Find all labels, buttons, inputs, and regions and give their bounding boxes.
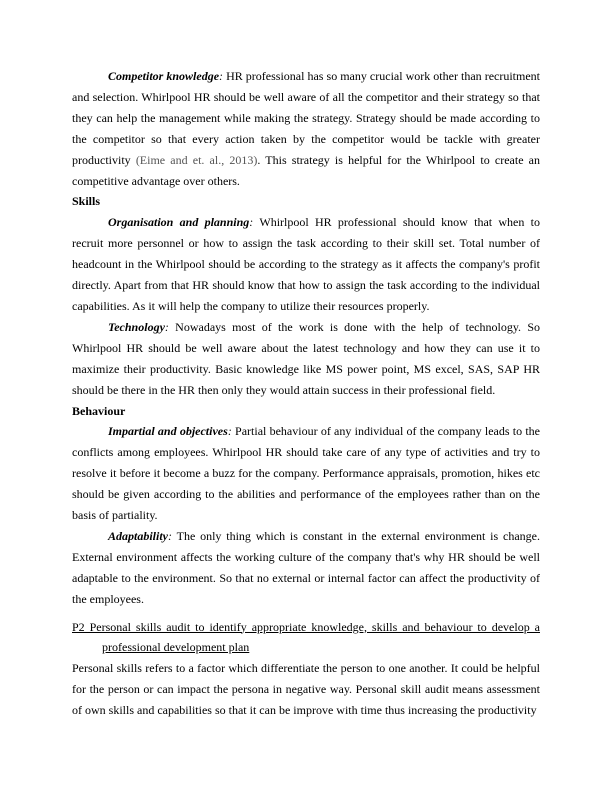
adaptability-paragraph	[72, 526, 540, 610]
behaviour-heading: Behaviour	[72, 403, 126, 418]
competitor-knowledge-paragraph	[72, 66, 540, 191]
technology-paragraph	[72, 317, 540, 401]
paragraph-text: Nowadays most of the work is done with the help of technology. So Whirlpool HR should be well aware about the latest technology and how they can use it to maximize their productivity. Basic knowledge like MS power point, MS excel, SAS, SAP HR should be there in the HR then only they would attain success in their professional field.	[72, 319, 540, 397]
document-page	[72, 66, 540, 721]
term-colon: :	[227, 424, 232, 439]
paragraph-text: Whirlpool HR professional should know that when to recruit more personnel or how to assign the task according to their skill set. Total number of headcount in the Whirlpool should be according to the strategy as it affects the company's profit directly. Apart from that HR should know that how to assign the task according to the individual capabilities. As it will help the company to utilize their resources properly.	[72, 215, 541, 313]
paragraph-text: HR professional has so many crucial work other than recruitment and selection. Whirlpool HR should be well aware of all the competitor and their strategy so that they can help the management while making the strategy. Strategy should be made according to the competitor so that every action taken by the competitor would be tackle with greater productivity	[72, 69, 541, 167]
technology-term: Technology	[108, 319, 165, 334]
competitor-knowledge-term: Competitor knowledge	[108, 69, 220, 83]
term-colon: :	[249, 215, 254, 230]
organisation-planning-paragraph	[72, 212, 540, 317]
term-colon: :	[164, 319, 169, 334]
term-colon: :	[168, 528, 172, 543]
citation: (Eime and et. al., 2013)	[135, 152, 258, 167]
skills-heading: Skills	[72, 194, 101, 209]
term-colon: :	[219, 69, 224, 83]
paragraph-text: . This strategy is helpful for the Whirlpool to create an competitive advantage over others.	[72, 152, 540, 188]
impartial-objectives-paragraph	[72, 421, 540, 526]
p2-section-heading: P2 Personal skills audit to identify appropriate knowledge, skills and behaviour to develop a professional development plan	[72, 619, 540, 655]
impartial-objectives-term: Impartial and objectives	[108, 424, 228, 439]
paragraph-text: Partial behaviour of any individual of the company leads to the conflicts among employees. Whirlpool HR should take care of any type of activities and try to resolve it before it become a buzz for the company. Performance appraisals, promotion, hikes etc should be given according to the abilities and performance of the employees rather than on the basis of partiality.	[72, 424, 541, 523]
paragraph-text: The only thing which is constant in the external environment is change. External environment affects the working culture of the company that's why HR should be well adaptable to the environment. So that no external or internal factor can affect the productivity of the employees.	[72, 528, 540, 606]
personal-skills-paragraph: Personal skills refers to a factor which differentiate the person to one another. It could be helpful for the person or can impact the persona in negative way. Personal skill audit means assessment of own skills and capabilities so that it can be improve with time thus increasing the productivity	[72, 661, 540, 718]
organisation-planning-term: Organisation and planning	[108, 215, 250, 230]
adaptability-term: Adaptability	[108, 528, 168, 543]
